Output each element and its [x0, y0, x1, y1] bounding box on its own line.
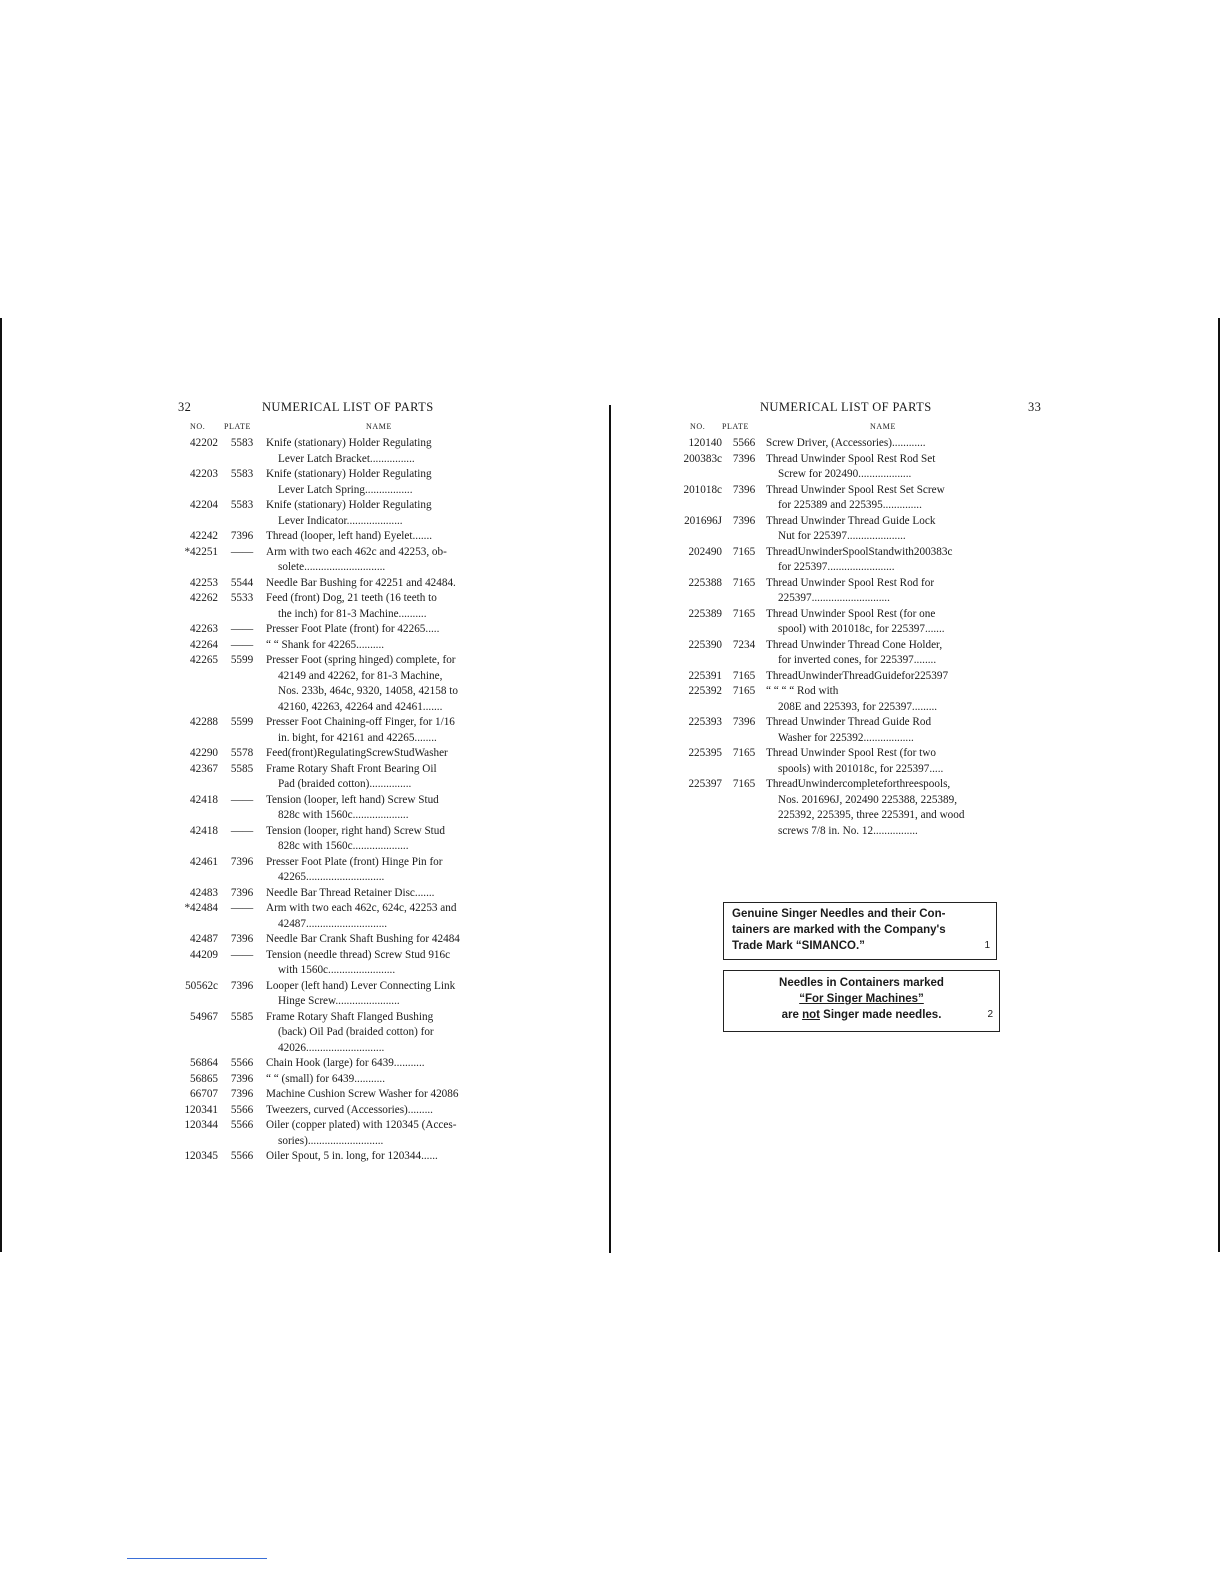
part-name-line: Tension (looper, right hand) Screw Stud	[266, 824, 445, 837]
part-name-line: spools) with 201018c, for 225397.....	[778, 762, 944, 775]
col-no-header: NO.	[690, 422, 706, 431]
part-name	[266, 762, 508, 793]
part-name	[266, 591, 508, 622]
plate-number: ——	[230, 793, 254, 806]
part-name-line: Presser Foot Chaining-off Finger, for 1/16	[266, 716, 455, 728]
part-name-line: 225397............................	[778, 592, 890, 604]
part-number: 42204	[190, 499, 218, 511]
notice-line	[732, 938, 988, 954]
plate-number: 5583	[230, 437, 254, 449]
part-name-line: Oiler (copper plated) with 120345 (Acces-	[266, 1119, 457, 1131]
part-number: 56864	[190, 1057, 218, 1069]
table-row	[178, 529, 508, 545]
notice-text: are	[781, 1009, 803, 1021]
plate-number: ——	[230, 902, 254, 914]
part-name	[266, 467, 508, 498]
notice-line: Needles in Containers marked	[779, 977, 944, 989]
table-row	[178, 622, 508, 638]
table-row	[676, 436, 1042, 452]
containers-notice	[723, 970, 1000, 1032]
part-name-line: 42026............................	[278, 1041, 385, 1054]
part-number: 42418	[190, 793, 218, 806]
col-no-header: NO.	[190, 422, 206, 431]
table-row	[178, 762, 508, 793]
plate-number: 5566	[230, 1103, 254, 1116]
part-name	[766, 483, 1042, 514]
part-name-line: for inverted cones, for 225397........	[778, 654, 937, 666]
part-name	[766, 576, 1042, 607]
part-number: 225388	[688, 576, 722, 589]
part-number: 201696J	[684, 514, 722, 527]
table-row	[178, 1056, 508, 1072]
part-name	[266, 979, 508, 1010]
part-number: 120140	[688, 437, 722, 449]
plate-number: 5599	[230, 654, 254, 666]
table-row	[178, 1103, 508, 1119]
table-row	[178, 824, 508, 855]
part-name	[766, 607, 1042, 638]
col-name-header: NAME	[366, 422, 392, 431]
part-name-line: Thread Unwinder Thread Guide Rod	[766, 716, 932, 728]
part-name	[766, 638, 1042, 669]
part-name-line: Frame Rotary Shaft Flanged Bushing	[266, 1010, 434, 1023]
plate-number: 7165	[732, 545, 756, 558]
part-number: 120345	[184, 1150, 218, 1162]
part-name-line: Oiler Spout, 5 in. long, for 120344......	[266, 1150, 438, 1162]
part-number: 42290	[190, 747, 218, 759]
table-row	[178, 436, 508, 467]
part-number: 42202	[190, 437, 218, 449]
part-name	[266, 715, 508, 746]
notice-line: tainers are marked with the Company's	[732, 924, 946, 936]
plate-number: 7165	[732, 685, 756, 697]
part-name-line: Nos. 233b, 464c, 9320, 14058, 42158 to	[278, 685, 458, 697]
table-row	[178, 1087, 508, 1103]
plate-number: 7396	[230, 1072, 254, 1085]
plate-number: 5583	[230, 468, 254, 480]
notice-mark: 2	[987, 1009, 993, 1020]
part-name-line: 828c with 1560c....................	[278, 809, 409, 821]
plate-number: ——	[230, 824, 254, 837]
part-number: 201018c	[683, 483, 722, 496]
page-title: NUMERICAL LIST OF PARTS	[760, 400, 932, 414]
part-number: 42265	[190, 654, 218, 666]
table-row	[676, 545, 1042, 576]
part-number: 66707	[190, 1088, 218, 1100]
right-page	[676, 400, 1042, 839]
table-row	[676, 746, 1042, 777]
part-number: 225397	[688, 778, 722, 790]
page-number: 32	[178, 400, 192, 414]
part-name-line: “ “ “ “ Rod with	[766, 685, 839, 697]
plate-number: 7165	[732, 778, 756, 790]
part-name	[766, 545, 1042, 576]
part-name	[266, 824, 508, 855]
part-name-line: Thread Unwinder Spool Rest (for two	[766, 747, 936, 759]
part-name-line: 225392, 225395, three 225391, and wood	[778, 809, 965, 821]
part-name-line: Presser Foot Plate (front) Hinge Pin for	[266, 855, 443, 868]
part-name-line: Pad (braided cotton)...............	[278, 778, 412, 790]
part-name-line: Looper (left hand) Lever Connecting Link	[266, 979, 456, 992]
part-name-line: “ “ Shank for 42265..........	[266, 638, 385, 651]
part-name-line: Lever Latch Bracket................	[278, 452, 415, 465]
part-name-line: Nos. 201696J, 202490 225388, 225389,	[778, 793, 958, 806]
part-number: 50562c	[185, 979, 218, 992]
part-name-line: Chain Hook (large) for 6439...........	[266, 1057, 425, 1069]
plate-number: 7165	[732, 747, 756, 759]
col-plate-header: PLATE	[722, 422, 749, 431]
table-row	[178, 1149, 508, 1165]
plate-number: 7234	[732, 638, 756, 651]
right-page-header	[676, 400, 1042, 422]
plate-number: 7396	[230, 933, 254, 945]
part-number: 200383c	[683, 452, 722, 465]
part-name	[266, 576, 508, 592]
center-gutter	[609, 405, 611, 1253]
plate-number: 7165	[732, 607, 756, 620]
table-row	[676, 777, 1042, 839]
part-name-line: Thread (looper, left hand) Eyelet.......	[266, 530, 433, 542]
plate-number: 7396	[732, 452, 756, 465]
part-name-line: Needle Bar Thread Retainer Disc.......	[266, 886, 435, 899]
part-name-line: Thread Unwinder Thread Guide Lock	[766, 514, 936, 527]
part-name-line: Washer for 225392..................	[778, 731, 914, 744]
part-name	[266, 653, 508, 715]
part-name-line: Knife (stationary) Holder Regulating	[266, 499, 432, 511]
part-name-line: Feed(front)RegulatingScrewStudWasher	[266, 747, 448, 759]
plate-number: 7396	[732, 483, 756, 496]
part-name-line: 42487.............................	[278, 917, 388, 930]
part-name	[266, 746, 508, 762]
plate-number: 5578	[230, 747, 254, 759]
part-name-line: Thread Unwinder Thread Cone Holder,	[766, 638, 943, 651]
genuine-needles-notice	[723, 902, 997, 960]
page-number: 33	[1028, 400, 1042, 414]
part-number: 225392	[688, 685, 722, 697]
plate-number: 5599	[230, 716, 254, 728]
plate-number: 7396	[230, 855, 254, 868]
table-row	[178, 545, 508, 576]
part-name-line: Presser Foot (spring hinged) complete, for	[266, 654, 456, 666]
part-name-line: Screw for 202490...................	[778, 468, 912, 480]
part-name	[266, 1087, 508, 1103]
table-row	[178, 498, 508, 529]
part-name-line: Machine Cushion Screw Washer for 42086	[266, 1088, 459, 1100]
plate-number: 7396	[230, 530, 254, 542]
table-row	[676, 669, 1042, 685]
table-row	[676, 684, 1042, 715]
part-name-line: Feed (front) Dog, 21 teeth (16 teeth to	[266, 592, 437, 604]
table-row	[178, 638, 508, 654]
part-name	[766, 514, 1042, 545]
table-row	[676, 483, 1042, 514]
plate-number: 5566	[230, 1150, 254, 1162]
part-number: 42367	[190, 762, 218, 775]
table-row	[178, 979, 508, 1010]
plate-number: 7396	[230, 886, 254, 899]
part-number: *42484	[184, 902, 218, 914]
part-name-line: Needle Bar Bushing for 42251 and 42484.	[266, 576, 456, 589]
part-name-line: ThreadUnwindercompleteforthreespools,	[766, 778, 951, 790]
table-row	[178, 591, 508, 622]
notice-mark: 1	[984, 940, 990, 951]
table-row	[178, 886, 508, 902]
table-row	[676, 607, 1042, 638]
part-number: 44209	[190, 948, 218, 961]
table-row	[676, 514, 1042, 545]
part-name	[766, 715, 1042, 746]
part-name-line: for 225397........................	[778, 561, 895, 573]
part-name	[266, 886, 508, 902]
right-page-edge	[1218, 318, 1220, 1252]
parts-list	[676, 436, 1042, 839]
part-name-line: ThreadUnwinderThreadGuidefor225397	[766, 669, 949, 682]
part-name	[266, 436, 508, 467]
table-row	[676, 715, 1042, 746]
table-row	[178, 855, 508, 886]
part-name	[266, 622, 508, 638]
part-name-line: Thread Unwinder Spool Rest (for one	[766, 607, 936, 620]
notice-line: “For Singer Machines”	[799, 993, 924, 1005]
part-name-line: Frame Rotary Shaft Front Bearing Oil	[266, 762, 437, 775]
part-name	[266, 1072, 508, 1088]
part-name	[266, 1010, 508, 1057]
plate-number: ——	[230, 948, 254, 961]
part-name-line: 42160, 42263, 42264 and 42461.......	[278, 700, 443, 713]
part-name	[766, 777, 1042, 839]
part-number: 56865	[190, 1072, 218, 1085]
part-name-line: (back) Oil Pad (braided cotton) for	[278, 1026, 434, 1038]
notice-not: not	[802, 1009, 820, 1021]
part-name-line: Thread Unwinder Spool Rest Set Screw	[766, 483, 945, 496]
part-number: 42253	[190, 576, 218, 589]
part-number: 42288	[190, 716, 218, 728]
col-plate-header: PLATE	[224, 422, 251, 431]
part-name	[766, 452, 1042, 483]
notice-text: Singer made needles.	[819, 1009, 942, 1021]
plate-number: 5585	[230, 1010, 254, 1023]
table-row	[178, 948, 508, 979]
part-name-line: screws 7/8 in. No. 12................	[778, 824, 918, 837]
plate-number: ——	[230, 638, 254, 651]
part-name	[266, 1103, 508, 1119]
table-row	[178, 1118, 508, 1149]
plate-number: 7396	[230, 1088, 254, 1100]
part-name-line: “ “ (small) for 6439...........	[266, 1072, 385, 1085]
part-name-line: Knife (stationary) Holder Regulating	[266, 437, 432, 449]
part-number: 225391	[688, 669, 722, 682]
table-row	[676, 576, 1042, 607]
plate-number: 7165	[732, 669, 756, 682]
part-name-line: Presser Foot Plate (front) for 42265.....	[266, 623, 440, 635]
part-number: 225395	[688, 747, 722, 759]
part-name-line: 828c with 1560c....................	[278, 840, 409, 852]
part-number: 54967	[190, 1010, 218, 1023]
part-name-line: sories)...........................	[278, 1134, 384, 1147]
column-headers	[676, 422, 1042, 436]
plate-number: ——	[230, 545, 254, 558]
part-number: 225390	[688, 638, 722, 651]
parts-list	[178, 436, 508, 1165]
part-name	[266, 793, 508, 824]
part-name-line: Tension (needle thread) Screw Stud 916c	[266, 948, 451, 961]
part-name	[766, 746, 1042, 777]
table-row	[178, 1072, 508, 1088]
col-name-header: NAME	[870, 422, 896, 431]
table-row	[178, 793, 508, 824]
part-number: 42242	[190, 530, 218, 542]
table-row	[178, 576, 508, 592]
part-number: 120344	[184, 1119, 218, 1131]
part-name-line: 208E and 225393, for 225397.........	[778, 700, 938, 713]
table-row	[676, 452, 1042, 483]
part-name	[266, 901, 508, 932]
part-number: 42263	[190, 623, 218, 635]
plate-number: 5583	[230, 499, 254, 511]
column-headers	[178, 422, 508, 436]
part-name-line: Screw Driver, (Accessories)............	[766, 437, 926, 449]
part-name-line: Knife (stationary) Holder Regulating	[266, 468, 432, 480]
part-number: 42262	[190, 592, 218, 604]
part-name	[766, 669, 1042, 685]
left-page-edge	[0, 318, 2, 1252]
part-name-line: Lever Latch Spring.................	[278, 483, 413, 496]
part-name-line: spool) with 201018c, for 225397.......	[778, 623, 945, 635]
part-name-line: Arm with two each 462c and 42253, ob-	[266, 545, 447, 558]
part-name	[266, 529, 508, 545]
part-name-line: solete.............................	[278, 561, 386, 573]
table-row	[178, 715, 508, 746]
part-name	[266, 948, 508, 979]
table-row	[178, 901, 508, 932]
plate-number: 5533	[230, 592, 254, 604]
table-row	[178, 467, 508, 498]
part-number: *42251	[184, 545, 218, 558]
part-number: 42264	[190, 638, 218, 651]
part-name-line: ThreadUnwinderSpoolStandwith200383c	[766, 545, 953, 558]
part-name	[266, 855, 508, 886]
part-name	[266, 545, 508, 576]
link-underline	[127, 1558, 267, 1559]
plate-number: 7396	[230, 979, 254, 992]
part-name	[266, 1118, 508, 1149]
plate-number: ——	[230, 623, 254, 635]
part-name-line: Needle Bar Crank Shaft Bushing for 42484	[266, 933, 460, 945]
notice-text: Trade Mark “SIMANCO.”	[732, 940, 865, 952]
part-name-line: Thread Unwinder Spool Rest Rod for	[766, 576, 935, 589]
part-name	[266, 638, 508, 654]
left-page-header	[178, 400, 508, 422]
part-name-line: with 1560c........................	[278, 964, 396, 976]
part-number: 42461	[190, 855, 218, 868]
part-name-line: 42265............................	[278, 871, 385, 883]
part-name	[266, 932, 508, 948]
notice-line	[732, 1007, 991, 1023]
part-name-line: for 225389 and 225395..............	[778, 499, 922, 511]
plate-number: 5585	[230, 762, 254, 775]
table-row	[178, 932, 508, 948]
part-number: 225389	[688, 607, 722, 620]
table-row	[178, 1010, 508, 1057]
notice-line: Genuine Singer Needles and their Con-	[732, 908, 946, 920]
part-name-line: the inch) for 81-3 Machine..........	[278, 607, 427, 620]
table-row	[178, 653, 508, 715]
part-number: 42487	[190, 933, 218, 945]
part-number: 202490	[688, 545, 722, 558]
plate-number: 5566	[732, 437, 756, 449]
plate-number: 5544	[230, 576, 254, 589]
page-title: NUMERICAL LIST OF PARTS	[262, 400, 434, 414]
part-name-line: 42149 and 42262, for 81-3 Machine,	[278, 669, 443, 682]
left-page	[178, 400, 508, 1165]
part-name	[766, 436, 1042, 452]
part-name-line: Tweezers, curved (Accessories).........	[266, 1103, 433, 1116]
part-name-line: Hinge Screw.......................	[278, 995, 400, 1007]
part-name	[766, 684, 1042, 715]
part-number: 42418	[190, 824, 218, 837]
part-name-line: Nut for 225397.....................	[778, 530, 906, 542]
part-name-line: Thread Unwinder Spool Rest Rod Set	[766, 452, 936, 465]
part-name	[266, 1149, 508, 1165]
part-number: 120341	[184, 1103, 218, 1116]
part-name-line: Arm with two each 462c, 624c, 42253 and	[266, 902, 457, 914]
table-row	[178, 746, 508, 762]
plate-number: 7396	[732, 716, 756, 728]
plate-number: 5566	[230, 1119, 254, 1131]
part-name-line: in. bight, for 42161 and 42265........	[278, 731, 437, 744]
table-row	[676, 638, 1042, 669]
part-number: 42483	[190, 886, 218, 899]
plate-number: 7396	[732, 514, 756, 527]
part-name	[266, 498, 508, 529]
part-name	[266, 1056, 508, 1072]
part-name-line: Tension (looper, left hand) Screw Stud	[266, 793, 439, 806]
plate-number: 7165	[732, 576, 756, 589]
part-number: 42203	[190, 468, 218, 480]
part-number: 225393	[688, 716, 722, 728]
plate-number: 5566	[230, 1057, 254, 1069]
part-name-line: Lever Indicator....................	[278, 514, 403, 527]
